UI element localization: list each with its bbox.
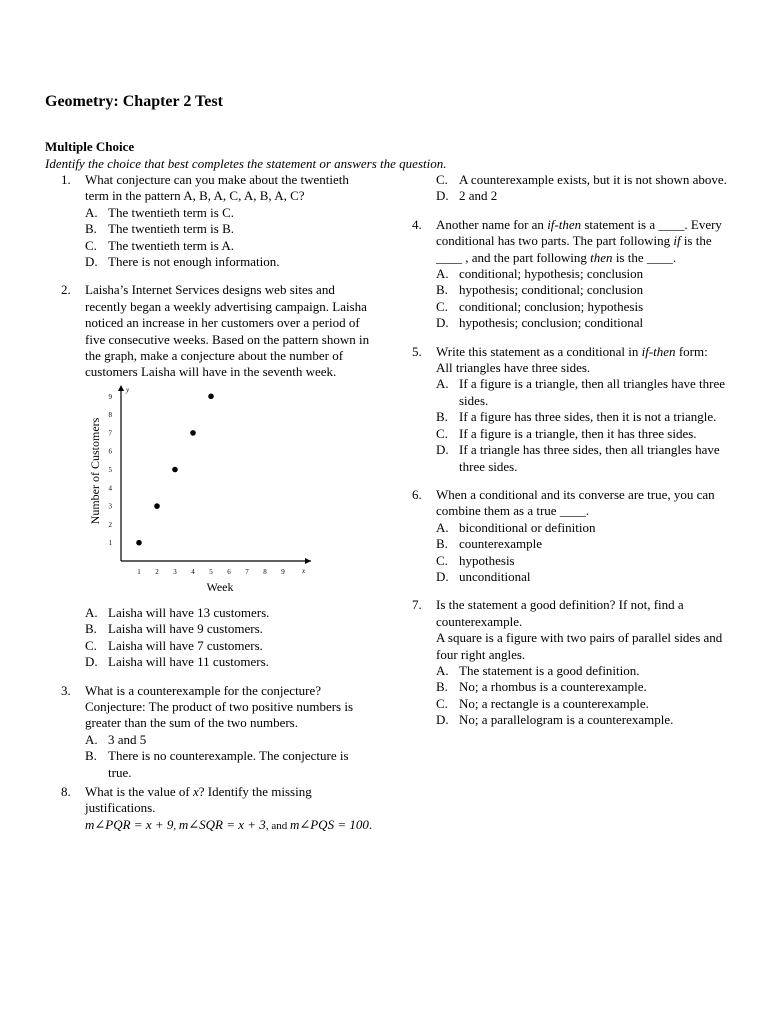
option-letter: D. [436, 315, 449, 331]
y-axis-label: Number of Customers [88, 417, 102, 525]
option-text: No; a rhombus is a counterexample. [459, 679, 647, 695]
x-tick-label: 4 [191, 567, 195, 576]
option-text: The twentieth term is C. [108, 204, 235, 220]
page-title: Geometry: Chapter 2 Test [45, 93, 223, 110]
question-7 [396, 597, 728, 728]
x-tick-label: 6 [227, 567, 231, 576]
y-tick-label: 4 [108, 484, 112, 493]
text-run: Write this statement as a conditional in [436, 343, 642, 359]
option-letter: D. [436, 568, 449, 584]
angle-pqr-expression: m∠PQR = x + 9 [85, 816, 174, 832]
option-letter: B. [436, 282, 448, 298]
option-b[interactable] [85, 221, 373, 237]
question-8 [45, 784, 373, 834]
scatter-plot [85, 383, 315, 605]
option-text: biconditional or definition [459, 519, 596, 535]
question-text: Is the statement a good definition? If not, find a counterexample. [436, 597, 684, 629]
question-text: What conjecture can you make about the twentieth term in the pattern A, B, A, C, A, B, A, C? [85, 172, 349, 204]
x-tick-label: 1 [137, 567, 141, 576]
option-text: counterexample [459, 536, 543, 552]
option-letter: C. [436, 552, 448, 568]
option-letter: A. [85, 731, 98, 747]
option-letter: C. [85, 637, 97, 653]
italic-run: if [673, 233, 681, 249]
x-tick-label: 9 [281, 567, 285, 576]
option-d[interactable] [85, 654, 373, 670]
option-letter: B. [85, 221, 97, 237]
question-number: 1. [61, 172, 71, 187]
option-text: hypothesis; conclusion; conditional [459, 315, 644, 331]
instructions: Identify the choice that best completes the statement or answers the question. [45, 156, 447, 171]
option-a[interactable] [85, 205, 373, 221]
question-number: 2. [61, 282, 71, 298]
data-point [154, 503, 160, 509]
option-text: No; a parallelogram is a counterexample. [459, 712, 674, 728]
option-c[interactable] [85, 638, 373, 654]
option-letter: D. [85, 654, 98, 670]
question-text [436, 217, 728, 266]
option-letter: B. [85, 621, 97, 637]
option-letter: B. [436, 409, 448, 425]
option-text: 3 and 5 [108, 731, 147, 747]
right-column [396, 172, 728, 729]
option-c[interactable] [436, 426, 728, 442]
option-letter: B. [436, 679, 448, 695]
question-3-continued [396, 172, 728, 205]
question-statement: A square is a figure with two pairs of parallel sides and four right angles. [436, 630, 723, 662]
text-run: form: [675, 343, 708, 359]
x-tick-label: 5 [209, 567, 213, 576]
data-point [136, 540, 142, 546]
question-number: 3. [61, 682, 71, 698]
option-b[interactable] [85, 621, 373, 637]
option-letter: A. [436, 376, 449, 392]
option-text: Laisha will have 9 customers. [108, 621, 263, 637]
question-text [436, 344, 728, 360]
option-letter: D. [85, 254, 98, 270]
option-text: 2 and 2 [459, 188, 498, 204]
option-d[interactable] [436, 188, 728, 204]
angle-pqs-expression: m∠PQS = 100 [289, 816, 369, 832]
separator: , [173, 819, 179, 832]
text-run: is the ____ , and the part following [436, 233, 712, 265]
option-letter: B. [85, 748, 97, 764]
option-text: conditional; hypothesis; conclusion [459, 266, 644, 282]
separator: , and [265, 819, 290, 832]
option-letter: C. [436, 172, 448, 187]
option-text: unconditional [459, 568, 531, 584]
y-tick-label: 8 [108, 410, 112, 419]
question-text: When a conditional and its converse are true, you can combine them as a true ____. [436, 486, 715, 519]
option-letter: D. [436, 188, 449, 204]
x-tick-label: 2 [155, 567, 159, 576]
option-text: If a triangle has three sides, then all triangles have three sides. [459, 442, 720, 474]
option-c[interactable] [436, 553, 728, 569]
text-run: statement is a ____. Every conditional has two parts. The part following [436, 216, 722, 249]
section-heading: Multiple Choice [45, 139, 135, 154]
y-tick-label: 9 [108, 392, 112, 401]
option-letter: A. [436, 266, 449, 282]
option-text: hypothesis [459, 552, 515, 568]
italic-run: then [590, 249, 613, 265]
option-a[interactable] [85, 732, 373, 748]
option-text: If a figure is a triangle, then it has three sides. [459, 425, 697, 441]
x-axis-label: Week [206, 579, 234, 594]
option-c[interactable] [85, 238, 373, 254]
variable-x: x [192, 783, 199, 799]
y-tick-label: 5 [108, 465, 112, 474]
x-tick-label: 7 [245, 567, 249, 576]
option-b[interactable] [85, 748, 373, 781]
question-2 [45, 282, 373, 670]
option-b[interactable] [436, 409, 728, 425]
question-text [85, 784, 373, 817]
option-letter: C. [436, 425, 448, 441]
option-c[interactable] [436, 299, 728, 315]
text-run: What is the value of [85, 783, 193, 799]
x-tick-label: 8 [263, 567, 267, 576]
italic-run: if-then [641, 343, 676, 359]
option-letter: B. [436, 536, 448, 552]
left-column [45, 172, 373, 834]
x-tick-label: 3 [173, 567, 177, 576]
option-text: The twentieth term is A. [108, 237, 235, 253]
option-text: If a figure is a triangle, then all triangles have three sides. [459, 376, 726, 408]
question-number: 7. [412, 597, 422, 613]
option-letter: D. [436, 712, 449, 728]
question-3 [45, 683, 373, 781]
option-text: There is no counterexample. The conjecture is true. [108, 748, 349, 780]
question-number: 4. [412, 216, 422, 232]
option-d[interactable] [436, 442, 728, 475]
option-d[interactable] [436, 712, 728, 728]
option-text: The statement is a good definition. [459, 662, 640, 678]
y-tick-label: 3 [108, 502, 112, 511]
option-letter: D. [436, 442, 449, 458]
option-text: Laisha will have 11 customers. [108, 654, 269, 670]
option-d[interactable] [436, 315, 728, 331]
option-text: The twentieth term is B. [108, 221, 235, 237]
customers-scatter-chart [85, 383, 315, 605]
option-text: A counterexample exists, but it is not shown above. [459, 172, 727, 187]
option-text: No; a rectangle is a counterexample. [459, 695, 649, 711]
option-b[interactable] [436, 679, 728, 695]
question-6 [396, 487, 728, 585]
option-text: conditional; conclusion; hypothesis [459, 298, 644, 314]
question-4 [396, 217, 728, 332]
option-d[interactable] [85, 254, 373, 270]
question-number: 5. [412, 343, 422, 359]
data-point [172, 467, 178, 473]
option-letter: A. [436, 519, 449, 535]
text-run: is the ____. [612, 249, 677, 265]
text-run: ? Identify the missing justifications. [85, 783, 312, 816]
option-letter: A. [85, 204, 98, 220]
y-axis-arrow [118, 385, 124, 391]
y-tick-label: 7 [108, 429, 112, 438]
question-number: 6. [412, 486, 422, 502]
option-letter: A. [436, 662, 449, 678]
period: . [368, 816, 373, 832]
question-statement: All triangles have three sides. [436, 360, 591, 376]
option-text: Laisha will have 13 customers. [108, 604, 270, 620]
question-text: What is a counterexample for the conjecture? Conjecture: The product of two positive numbers is greater than the sum of the two numbers. [85, 682, 354, 731]
y-axis-name: y [126, 385, 130, 394]
option-text: There is not enough information. [108, 254, 280, 270]
option-a[interactable] [85, 605, 373, 621]
text-run: Another name for an [436, 216, 548, 232]
option-letter: A. [85, 604, 98, 620]
option-letter: C. [85, 237, 97, 253]
data-point [190, 430, 196, 436]
given-angles [85, 817, 373, 834]
option-text: hypothesis; conditional; conclusion [459, 282, 644, 298]
option-b[interactable] [436, 282, 728, 298]
question-text: Laisha’s Internet Services designs web sites and recently began a weekly advertising campaign. Laisha noticed an increase in her customers over a period of five consecutive weeks. Based on the pattern shown in the graph, make a conjecture about the number of customers Laisha will have in the seventh week. [85, 282, 370, 380]
data-point [208, 393, 214, 399]
option-b[interactable] [436, 536, 728, 552]
question-5 [396, 344, 728, 475]
option-a[interactable] [436, 376, 728, 409]
italic-run: if-then [547, 216, 582, 232]
option-c[interactable] [436, 172, 728, 188]
angle-sqr-expression: m∠SQR = x + 3 [178, 816, 266, 832]
option-a[interactable] [436, 520, 728, 536]
question-1 [45, 172, 373, 270]
x-axis-name: x [302, 566, 306, 575]
option-d[interactable] [436, 569, 728, 585]
option-a[interactable] [436, 266, 728, 282]
option-letter: C. [436, 695, 448, 711]
y-tick-label: 6 [108, 447, 112, 456]
option-text: Laisha will have 7 customers. [108, 637, 263, 653]
x-axis-arrow [305, 558, 311, 564]
option-c[interactable] [436, 696, 728, 712]
y-tick-label: 1 [108, 539, 112, 548]
option-text: If a figure has three sides, then it is not a triangle. [459, 409, 717, 425]
option-a[interactable] [436, 663, 728, 679]
y-tick-label: 2 [108, 520, 112, 529]
option-letter: C. [436, 298, 448, 314]
question-number: 8. [61, 783, 71, 799]
